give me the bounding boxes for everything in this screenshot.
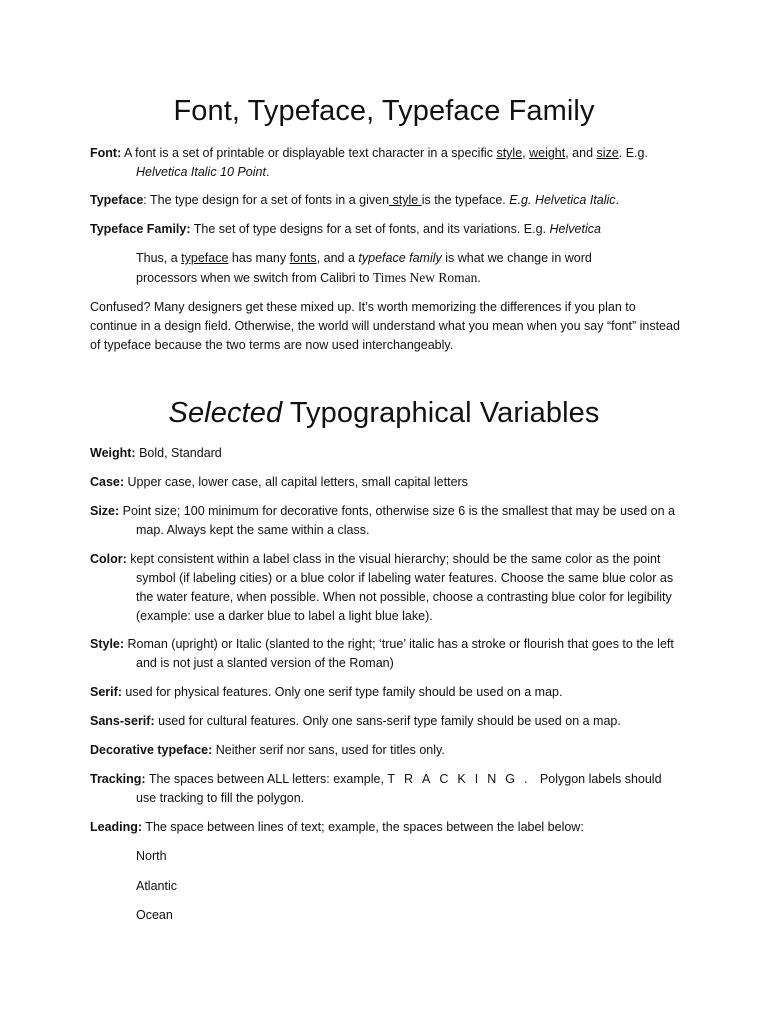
leading-definition	[90, 818, 680, 837]
term-label: Tracking:	[90, 772, 146, 786]
color-definition	[90, 550, 680, 626]
term-label: Weight:	[90, 446, 136, 460]
example-text: Helvetica	[549, 222, 601, 236]
sans-serif-definition	[90, 712, 680, 731]
body-text: , and a	[316, 251, 359, 265]
term-label: Color:	[90, 552, 127, 566]
definition-text: The space between lines of text; example, the spaces between the label below:	[142, 820, 584, 834]
underlined-term: size	[596, 146, 619, 160]
term-label: Sans-serif:	[90, 714, 155, 728]
definition-text: Bold, Standard	[135, 446, 222, 460]
typeface-definition	[90, 191, 680, 210]
decorative-typeface-definition	[90, 741, 680, 760]
section-title-font-typeface: Font, Typeface, Typeface Family	[173, 95, 595, 127]
definition-text: A font is a set of printable or displayable text character in a specific	[121, 146, 497, 160]
size-definition	[90, 502, 680, 540]
underlined-term: style	[389, 193, 422, 207]
term-label: Decorative typeface:	[90, 743, 213, 757]
definition-text: Upper case, lower case, all capital letters, small capital letters	[124, 475, 468, 489]
definition-text: used for physical features. Only one serif type family should be used on a map.	[121, 685, 563, 699]
definition-text: kept consistent within a label class in the visual hierarchy; should be the same color as the point symbol (if labeling cities) or a blue color if labeling water features. Choose the same blue color as the water feature, when possible. When not possible, choose a contrasting blue color for legibility (example: use a darker blue to label a light blue lake).	[126, 552, 674, 623]
underlined-term: weight	[529, 146, 566, 160]
definition-text: Point size; 100 minimum for decorative fonts, otherwise size 6 is the smallest that may be used on a map. Always kept the same within a class.	[119, 504, 676, 537]
definition-text: is the typeface.	[421, 193, 510, 207]
term-label: Size:	[90, 504, 120, 518]
section-title-typographical-variables	[0, 397, 768, 430]
definition-text: The set of type designs for a set of fonts, and its variations. E.g.	[190, 222, 550, 236]
title-rest: Typographical Variables	[282, 397, 600, 429]
underlined-term: typeface	[181, 251, 229, 265]
thus-paragraph	[136, 249, 636, 288]
body-text: has many	[228, 251, 290, 265]
title-italic-word: Selected	[168, 397, 283, 429]
term-label: Leading:	[90, 820, 143, 834]
separator-text: , and	[565, 146, 597, 160]
definition-text: The spaces between ALL letters: example,	[145, 772, 388, 786]
punctuation: .	[477, 271, 481, 285]
italic-term: typeface family	[358, 251, 442, 265]
style-definition	[90, 635, 680, 673]
term-label: Typeface	[90, 193, 144, 207]
definition-text: Roman (upright) or Italic (slanted to the right; ‘true’ italic has a stroke or flourish that goes to the left and is not just a slanted version of the Roman)	[124, 637, 674, 670]
tracking-definition	[90, 770, 680, 808]
definition-text: Neither serif nor sans, used for titles only.	[212, 743, 445, 757]
leading-example-line-1: North	[136, 849, 167, 863]
tracking-example: TRACKING.	[387, 772, 537, 786]
term-label: Font:	[90, 146, 122, 160]
underlined-term: style	[496, 146, 523, 160]
underlined-term: fonts	[289, 251, 317, 265]
term-label: Typeface Family:	[90, 222, 191, 236]
separator-text: ,	[522, 146, 530, 160]
weight-definition	[90, 444, 680, 463]
confused-paragraph: Confused? Many designers get these mixed up. It’s worth memorizing the differences if you plan to continue in a design field. Otherwise, the world will understand what you mean when you say “font” instead of typeface because the two terms are now used interchangeably.	[90, 300, 680, 352]
leading-example-line-2: Atlantic	[136, 879, 177, 893]
definition-text: . E.g.	[618, 146, 648, 160]
term-label: Serif:	[90, 685, 122, 699]
example-text: E.g. Helvetica Italic	[509, 193, 616, 207]
body-text: is what we change in word processors when we switch from Calibri to	[136, 251, 592, 285]
serif-sample-text: Times New Roman	[372, 270, 478, 285]
serif-definition	[90, 683, 680, 702]
font-definition	[90, 144, 680, 182]
punctuation: .	[265, 165, 270, 179]
typeface-family-definition	[90, 220, 680, 239]
leading-example-line-3: Ocean	[136, 908, 173, 922]
definition-text: used for cultural features. Only one sans-serif type family should be used on a map.	[154, 714, 621, 728]
term-label: Case:	[90, 475, 125, 489]
definition-text: Polygon labels should use tracking to fill the polygon.	[136, 772, 662, 805]
case-definition	[90, 473, 680, 492]
punctuation: .	[615, 193, 620, 207]
body-text: Thus, a	[136, 251, 182, 265]
term-label: Style:	[90, 637, 125, 651]
example-text: Helvetica Italic 10 Point	[136, 165, 266, 179]
definition-text: : The type design for a set of fonts in a given	[143, 193, 390, 207]
